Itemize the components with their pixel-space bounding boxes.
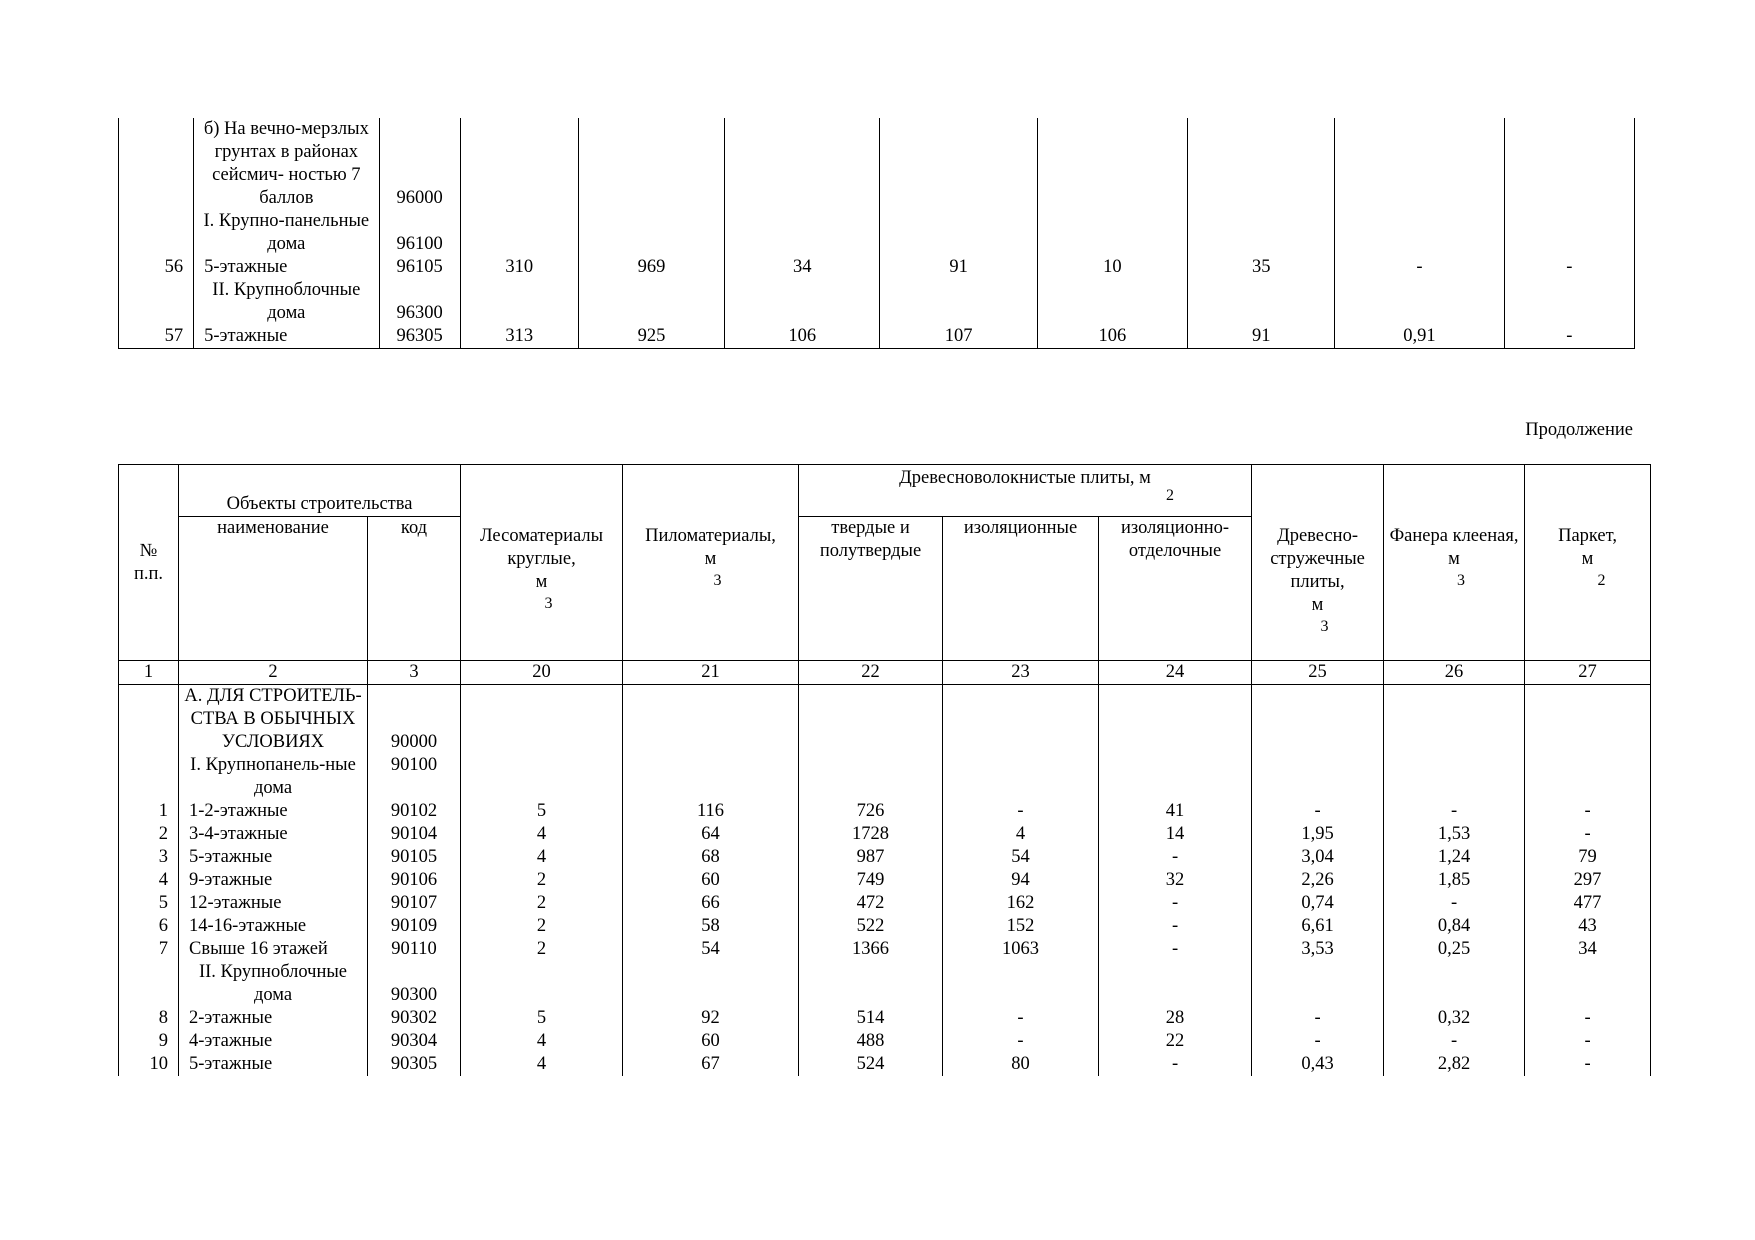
row-code: 90304 xyxy=(368,1030,461,1053)
row-value: 4 xyxy=(461,1030,623,1053)
header-parquet: Паркет, м 2 xyxy=(1525,465,1651,661)
header-particleboard-sup: 3 xyxy=(1320,618,1329,635)
row-code: 90109 xyxy=(368,915,461,938)
row-value: 4 xyxy=(943,823,1099,846)
row-value: - xyxy=(1252,1030,1384,1053)
column-number: 25 xyxy=(1252,661,1384,685)
row-code: 96100 xyxy=(379,210,460,256)
section-row xyxy=(119,754,1651,800)
row-value xyxy=(943,961,1099,1007)
row-number: 7 xyxy=(119,938,179,961)
row-value: 43 xyxy=(1525,915,1651,938)
row-value: - xyxy=(1525,823,1651,846)
row-value: - xyxy=(943,800,1099,823)
header-plywood: Фанера клееная, м 3 xyxy=(1384,465,1525,661)
section-row xyxy=(119,279,1635,325)
row-name: I. Крупнопанель-ные дома xyxy=(179,754,368,800)
row-number: 2 xyxy=(119,823,179,846)
row-value: 310 xyxy=(460,256,578,279)
table-row xyxy=(119,846,1651,869)
row-value: - xyxy=(1525,800,1651,823)
row-name: 12-этажные xyxy=(179,892,368,915)
header-parquet-sup: 2 xyxy=(1597,572,1606,589)
row-value: 60 xyxy=(623,869,799,892)
row-value: 152 xyxy=(943,915,1099,938)
row-number: 8 xyxy=(119,1007,179,1030)
row-value: 1,24 xyxy=(1384,846,1525,869)
table-row xyxy=(119,938,1651,961)
header-plywood-sup: 3 xyxy=(1457,572,1466,589)
row-value: 41 xyxy=(1099,800,1252,823)
row-value: 106 xyxy=(725,325,880,349)
row-value: 35 xyxy=(1188,256,1335,279)
row-value: 488 xyxy=(799,1030,943,1053)
row-value xyxy=(943,754,1099,800)
row-value xyxy=(578,210,724,256)
row-number xyxy=(119,685,179,755)
column-number: 22 xyxy=(799,661,943,685)
row-value: 54 xyxy=(623,938,799,961)
header-round-timber-unit: м xyxy=(535,572,548,592)
row-value xyxy=(799,754,943,800)
row-value: 1063 xyxy=(943,938,1099,961)
row-code: 90302 xyxy=(368,1007,461,1030)
row-value: 91 xyxy=(1188,325,1335,349)
row-value: 2,82 xyxy=(1384,1053,1525,1076)
row-value: 34 xyxy=(725,256,880,279)
row-name: 5-этажные xyxy=(194,256,379,279)
row-code: 90110 xyxy=(368,938,461,961)
header-plywood-unit: м xyxy=(1448,549,1460,569)
row-value xyxy=(1037,210,1187,256)
row-value: 0,84 xyxy=(1384,915,1525,938)
table-row xyxy=(119,256,1635,279)
row-name: II. Крупноблочные дома xyxy=(194,279,379,325)
row-code: 90107 xyxy=(368,892,461,915)
section-row xyxy=(119,210,1635,256)
row-value xyxy=(1037,118,1187,210)
column-number: 21 xyxy=(623,661,799,685)
row-value: 3,53 xyxy=(1252,938,1384,961)
row-code: 90000 xyxy=(368,685,461,755)
row-number: 1 xyxy=(119,800,179,823)
row-value: 67 xyxy=(623,1053,799,1076)
header-round-timber-sup: 3 xyxy=(544,595,553,612)
header-particleboard-unit: м xyxy=(1311,595,1324,615)
row-value xyxy=(799,961,943,1007)
header-objects: Объекты строительства xyxy=(179,465,461,517)
row-number: 56 xyxy=(119,256,194,279)
row-name: 5-этажные xyxy=(194,325,379,349)
row-number: 5 xyxy=(119,892,179,915)
row-value: - xyxy=(1384,892,1525,915)
row-value: - xyxy=(1504,325,1634,349)
row-value xyxy=(1525,685,1651,755)
row-value xyxy=(1504,279,1634,325)
row-value xyxy=(1252,754,1384,800)
row-value: 34 xyxy=(1525,938,1651,961)
header-insulating: изоляционные xyxy=(943,517,1099,661)
row-number xyxy=(119,754,179,800)
column-number: 2 xyxy=(179,661,368,685)
row-code: 96300 xyxy=(379,279,460,325)
table-row xyxy=(119,915,1651,938)
row-value: 92 xyxy=(623,1007,799,1030)
column-number: 3 xyxy=(368,661,461,685)
column-number-row xyxy=(119,661,1651,685)
row-code: 90305 xyxy=(368,1053,461,1076)
row-value: 2 xyxy=(461,915,623,938)
table-row xyxy=(119,325,1635,349)
row-value: 514 xyxy=(799,1007,943,1030)
row-value: 297 xyxy=(1525,869,1651,892)
row-number: 3 xyxy=(119,846,179,869)
row-value: - xyxy=(1099,1053,1252,1076)
row-value: 0,25 xyxy=(1384,938,1525,961)
column-number: 20 xyxy=(461,661,623,685)
column-number: 1 xyxy=(119,661,179,685)
row-value: 987 xyxy=(799,846,943,869)
row-name: II. Крупноблочные дома xyxy=(179,961,368,1007)
row-value: 2,26 xyxy=(1252,869,1384,892)
column-number: 27 xyxy=(1525,661,1651,685)
row-value xyxy=(460,118,578,210)
row-value: - xyxy=(1384,800,1525,823)
header-sawn-timber-sup: 3 xyxy=(713,572,722,589)
row-value: 80 xyxy=(943,1053,1099,1076)
row-value xyxy=(1504,210,1634,256)
header-fiberboard: Древесноволокнистые плиты, м 2 xyxy=(799,465,1252,517)
row-value xyxy=(623,961,799,1007)
row-number: 6 xyxy=(119,915,179,938)
header-hard: твердые и полутвердые xyxy=(799,517,943,661)
row-name: 5-этажные xyxy=(179,1053,368,1076)
row-value xyxy=(880,118,1037,210)
row-code: 96105 xyxy=(379,256,460,279)
header-code: код xyxy=(368,517,461,661)
row-value: 1,95 xyxy=(1252,823,1384,846)
row-value: 6,61 xyxy=(1252,915,1384,938)
table-row xyxy=(119,1053,1651,1076)
row-value xyxy=(1525,961,1651,1007)
row-value xyxy=(461,961,623,1007)
row-value: 5 xyxy=(461,1007,623,1030)
row-value: 107 xyxy=(880,325,1037,349)
row-value: 925 xyxy=(578,325,724,349)
row-value: 472 xyxy=(799,892,943,915)
row-value: 32 xyxy=(1099,869,1252,892)
row-value: - xyxy=(1252,800,1384,823)
row-value xyxy=(1252,685,1384,755)
row-number: 10 xyxy=(119,1053,179,1076)
row-value xyxy=(1099,754,1252,800)
row-value xyxy=(623,685,799,755)
row-number: 57 xyxy=(119,325,194,349)
row-value xyxy=(1384,754,1525,800)
row-value: 1,53 xyxy=(1384,823,1525,846)
row-value: - xyxy=(1099,846,1252,869)
row-value xyxy=(943,685,1099,755)
row-value: 162 xyxy=(943,892,1099,915)
row-value xyxy=(1335,210,1504,256)
header-sawn-timber-unit: м xyxy=(704,549,717,569)
header-name: наименование xyxy=(179,517,368,661)
row-value: - xyxy=(1335,256,1504,279)
row-value: 3,04 xyxy=(1252,846,1384,869)
header-fiberboard-sup: 2 xyxy=(1166,487,1175,504)
table-row xyxy=(119,1030,1651,1053)
table-row xyxy=(119,892,1651,915)
row-value: - xyxy=(1525,1030,1651,1053)
materials-table xyxy=(118,464,1651,1076)
row-number xyxy=(119,961,179,1007)
row-value: 4 xyxy=(461,846,623,869)
row-code: 96305 xyxy=(379,325,460,349)
row-value: 0,91 xyxy=(1335,325,1504,349)
top-table xyxy=(118,118,1635,349)
row-value: 2 xyxy=(461,892,623,915)
row-value: 522 xyxy=(799,915,943,938)
row-number: 4 xyxy=(119,869,179,892)
column-number: 26 xyxy=(1384,661,1525,685)
row-value xyxy=(460,279,578,325)
row-value: 524 xyxy=(799,1053,943,1076)
row-value xyxy=(1188,279,1335,325)
row-name: 3-4-этажные xyxy=(179,823,368,846)
row-name: 2-этажные xyxy=(179,1007,368,1030)
row-number: 9 xyxy=(119,1030,179,1053)
row-value: 54 xyxy=(943,846,1099,869)
row-value: 58 xyxy=(623,915,799,938)
row-code: 90105 xyxy=(368,846,461,869)
row-number xyxy=(119,118,194,210)
row-value: 313 xyxy=(460,325,578,349)
row-value xyxy=(725,118,880,210)
continuation-label: Продолжение xyxy=(1525,420,1633,440)
row-name: б) На вечно-мерзлых грунтах в районах сейсмич- ностью 7 баллов xyxy=(194,118,379,210)
row-value xyxy=(880,279,1037,325)
row-value: 0,43 xyxy=(1252,1053,1384,1076)
header-round-timber: Лесоматериалы круглые, м 3 xyxy=(461,465,623,661)
row-value: 2 xyxy=(461,938,623,961)
section-row xyxy=(119,961,1651,1007)
row-value: - xyxy=(1525,1007,1651,1030)
row-value: 116 xyxy=(623,800,799,823)
row-name: 4-этажные xyxy=(179,1030,368,1053)
table-row xyxy=(119,823,1651,846)
row-value xyxy=(1335,118,1504,210)
row-number xyxy=(119,279,194,325)
row-value xyxy=(460,210,578,256)
row-value: - xyxy=(1099,915,1252,938)
row-value: 749 xyxy=(799,869,943,892)
row-value: 1728 xyxy=(799,823,943,846)
row-value: 969 xyxy=(578,256,724,279)
row-value: 477 xyxy=(1525,892,1651,915)
row-value xyxy=(461,685,623,755)
header-particleboard: Древесно-стружечные плиты, м 3 xyxy=(1252,465,1384,661)
table-row xyxy=(119,869,1651,892)
section-row xyxy=(119,685,1651,755)
row-name: А. ДЛЯ СТРОИТЕЛЬ-СТВА В ОБЫЧНЫХ УСЛОВИЯХ xyxy=(179,685,368,755)
row-code: 96000 xyxy=(379,118,460,210)
row-value: 2 xyxy=(461,869,623,892)
row-value: 1366 xyxy=(799,938,943,961)
table-row xyxy=(119,1007,1651,1030)
row-value: - xyxy=(943,1007,1099,1030)
row-number xyxy=(119,210,194,256)
row-value xyxy=(880,210,1037,256)
row-value: 4 xyxy=(461,1053,623,1076)
row-code: 90100 xyxy=(368,754,461,800)
row-name: 14-16-этажные xyxy=(179,915,368,938)
row-value: 64 xyxy=(623,823,799,846)
column-number: 24 xyxy=(1099,661,1252,685)
row-value: 5 xyxy=(461,800,623,823)
row-name: 5-этажные xyxy=(179,846,368,869)
row-value: - xyxy=(1252,1007,1384,1030)
column-number: 23 xyxy=(943,661,1099,685)
row-value xyxy=(725,279,880,325)
row-value xyxy=(578,118,724,210)
row-value: 79 xyxy=(1525,846,1651,869)
row-value: - xyxy=(1099,892,1252,915)
row-name: 1-2-этажные xyxy=(179,800,368,823)
row-value xyxy=(461,754,623,800)
row-value: 0,32 xyxy=(1384,1007,1525,1030)
row-value: 106 xyxy=(1037,325,1187,349)
row-name: I. Крупно-панельные дома xyxy=(194,210,379,256)
row-value xyxy=(1188,210,1335,256)
row-code: 90102 xyxy=(368,800,461,823)
row-value: - xyxy=(1384,1030,1525,1053)
row-value xyxy=(1384,685,1525,755)
row-value: - xyxy=(943,1030,1099,1053)
row-value xyxy=(1335,279,1504,325)
row-value xyxy=(725,210,880,256)
row-value: 14 xyxy=(1099,823,1252,846)
row-name: Свыше 16 этажей xyxy=(179,938,368,961)
row-code: 90104 xyxy=(368,823,461,846)
header-parquet-unit: м xyxy=(1581,549,1594,569)
row-value xyxy=(578,279,724,325)
row-value: 68 xyxy=(623,846,799,869)
row-value: 94 xyxy=(943,869,1099,892)
row-value: 22 xyxy=(1099,1030,1252,1053)
row-value: - xyxy=(1525,1053,1651,1076)
table-row xyxy=(119,800,1651,823)
row-value: 28 xyxy=(1099,1007,1252,1030)
row-value xyxy=(1252,961,1384,1007)
header-no: № п.п. xyxy=(119,465,179,661)
row-value xyxy=(1525,754,1651,800)
row-code: 90300 xyxy=(368,961,461,1007)
row-value xyxy=(1504,118,1634,210)
row-value: 726 xyxy=(799,800,943,823)
header-insulating-finishing: изоляционно-отделочные xyxy=(1099,517,1252,661)
row-value: - xyxy=(1099,938,1252,961)
row-value xyxy=(1099,961,1252,1007)
row-value xyxy=(1384,961,1525,1007)
row-value: - xyxy=(1504,256,1634,279)
row-value: 66 xyxy=(623,892,799,915)
row-value xyxy=(1188,118,1335,210)
row-value xyxy=(623,754,799,800)
row-value: 1,85 xyxy=(1384,869,1525,892)
section-row xyxy=(119,118,1635,210)
row-name: 9-этажные xyxy=(179,869,368,892)
row-value: 4 xyxy=(461,823,623,846)
row-value: 91 xyxy=(880,256,1037,279)
row-value: 60 xyxy=(623,1030,799,1053)
row-value xyxy=(799,685,943,755)
row-value xyxy=(1037,279,1187,325)
row-value: 10 xyxy=(1037,256,1187,279)
row-value xyxy=(1099,685,1252,755)
row-code: 90106 xyxy=(368,869,461,892)
row-value: 0,74 xyxy=(1252,892,1384,915)
header-sawn-timber: Пиломатериалы, м 3 xyxy=(623,465,799,661)
